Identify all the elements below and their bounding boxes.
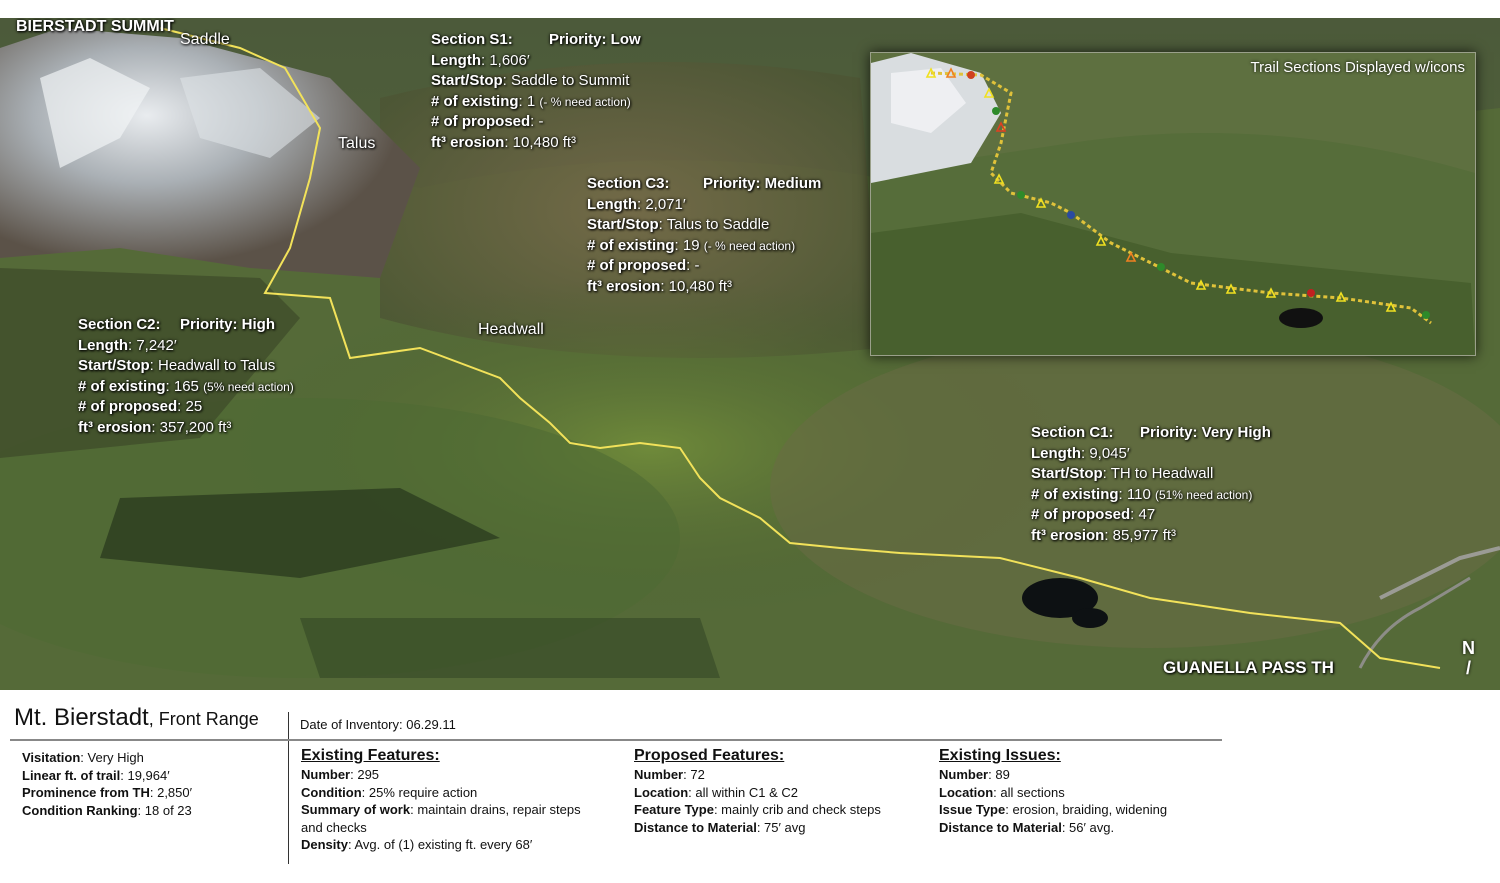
existing-issues [939,746,1167,836]
erosion-value: : 85,977 ft³ [1104,526,1177,544]
ranking-value: : 18 of 23 [137,802,192,818]
length-label: Length [78,336,128,354]
erosion-value: : 10,480 ft³ [504,133,577,151]
erosion-label: ft³ erosion [431,133,505,151]
distance-label: Distance to Material [939,819,1062,835]
existing-note: (- % need action) [703,238,796,253]
linear-label: Linear ft. of trail [22,767,121,783]
type-label: Feature Type [634,802,714,817]
startstop-label: Start/Stop [1031,465,1103,483]
summary-stats [22,749,192,819]
ranking-label: Condition Ranking [22,802,138,818]
section-c2-info [78,315,294,439]
trailhead-label: GUANELLA PASS TH [1163,658,1334,677]
visitation-label: Visitation [22,750,81,765]
existing-note: (- % need action) [539,94,631,109]
condition-label: Condition [301,784,362,800]
type-value: : erosion, braiding, widening [1005,802,1168,817]
proposed-value: : - [686,257,700,275]
startstop-label: Start/Stop [431,72,503,90]
startstop-value: : TH to Headwall [1102,465,1214,483]
summary-continued: and checks [301,819,367,835]
existing-features-heading: Existing Features: [301,747,440,764]
saddle-label: Saddle [180,31,230,48]
density-label: Density [301,837,348,852]
section-priority: Priority: Very High [1140,424,1271,441]
info-footer [0,690,1500,883]
distance-value: : 56′ avg. [1061,819,1115,835]
inset-map [870,52,1476,356]
condition-value: : 25% require action [361,784,478,800]
proposed-value: : 47 [1130,506,1156,524]
section-c3-info [587,174,821,298]
visitation-value: : Very High [80,750,144,765]
proposed-value: : - [530,113,544,131]
number-label: Number [301,767,351,782]
aerial-map [0,18,1500,690]
number-label: Number [939,767,989,782]
section-name: Section S1: [431,31,513,48]
startstop-value: : Saddle to Summit [502,72,630,90]
summary-label: Summary of work [301,802,411,817]
existing-label: # of existing [78,377,166,395]
summary-value: : maintain drains, repair steps [410,802,581,817]
location-value: : all within C1 & C2 [688,784,798,800]
existing-label: # of existing [431,92,519,110]
length-value: : 9,045′ [1081,444,1130,462]
date-of-inventory: Date of Inventory: 06.29.11 [300,717,456,732]
location-label: Location [634,784,689,800]
inset-title: Trail Sections Displayed w/icons [1250,59,1465,76]
proposed-features-heading: Proposed Features: [634,747,785,764]
prominence-value: : 2,850′ [149,785,193,800]
length-label: Length [1031,444,1081,462]
existing-value: : 110 [1118,485,1155,503]
location-value: : all sections [993,784,1065,800]
existing-note: (5% need action) [203,379,294,394]
section-s1-info [431,30,641,154]
section-name: Section C1: [1031,424,1114,441]
number-value: : 89 [988,767,1010,782]
section-priority: Priority: Medium [703,175,822,192]
length-value: : 2,071′ [637,195,686,213]
erosion-label: ft³ erosion [1031,526,1105,544]
distance-label: Distance to Material [634,819,757,835]
existing-label: # of existing [587,236,675,254]
proposed-value: : 25 [177,398,203,416]
length-label: Length [431,51,481,69]
proposed-features [634,746,881,836]
section-priority: Priority: High [180,316,276,333]
linear-value: : 19,964′ [120,767,170,783]
page-title [14,704,259,732]
number-value: : 72 [683,767,705,782]
density-value: : Avg. of (1) existing ft. every 68′ [347,837,533,852]
inset-terrain-image [871,53,1475,355]
proposed-label: # of proposed [1031,506,1131,524]
proposed-label: # of proposed [587,257,687,275]
startstop-label: Start/Stop [78,357,150,375]
existing-value: : 165 [165,377,204,395]
existing-note: (51% need action) [1154,487,1253,502]
north-label: N [1462,638,1475,658]
number-label: Number [634,767,684,782]
section-name: Section C3: [587,175,670,192]
headwall-label: Headwall [478,321,544,338]
startstop-label: Start/Stop [587,216,659,234]
horizontal-divider [10,739,1222,741]
startstop-value: : Talus to Saddle [658,216,770,234]
distance-value: : 75′ avg [756,819,806,835]
length-value: : 7,242′ [128,336,177,354]
erosion-value: : 10,480 ft³ [660,277,733,295]
north-arrow-icon: / [1465,658,1471,678]
section-priority: Priority: Low [549,31,641,48]
north-arrow [1462,638,1475,678]
length-value: : 1,606′ [481,51,530,69]
number-value: : 295 [350,767,380,782]
existing-value: : 1 [518,92,540,110]
type-value: : mainly crib and check steps [713,802,881,817]
existing-features [301,746,581,854]
prominence-label: Prominence from TH [22,785,150,800]
range-name: , Front Range [148,709,259,729]
peak-name: Mt. Bierstadt [14,704,149,731]
erosion-label: ft³ erosion [587,277,661,295]
startstop-value: : Headwall to Talus [149,357,276,375]
erosion-value: : 357,200 ft³ [151,418,232,436]
talus-label: Talus [338,135,376,152]
type-label: Issue Type [939,802,1006,817]
summit-label: BIERSTADT SUMMIT [16,18,174,35]
section-c1-info [1031,423,1271,547]
existing-issues-heading: Existing Issues: [939,747,1061,764]
existing-value: : 19 [674,236,704,254]
proposed-label: # of proposed [431,113,531,131]
existing-label: # of existing [1031,485,1119,503]
length-label: Length [587,195,637,213]
vertical-divider [288,712,289,864]
erosion-label: ft³ erosion [78,418,152,436]
section-name: Section C2: [78,316,161,333]
proposed-label: # of proposed [78,398,178,416]
location-label: Location [939,784,994,800]
